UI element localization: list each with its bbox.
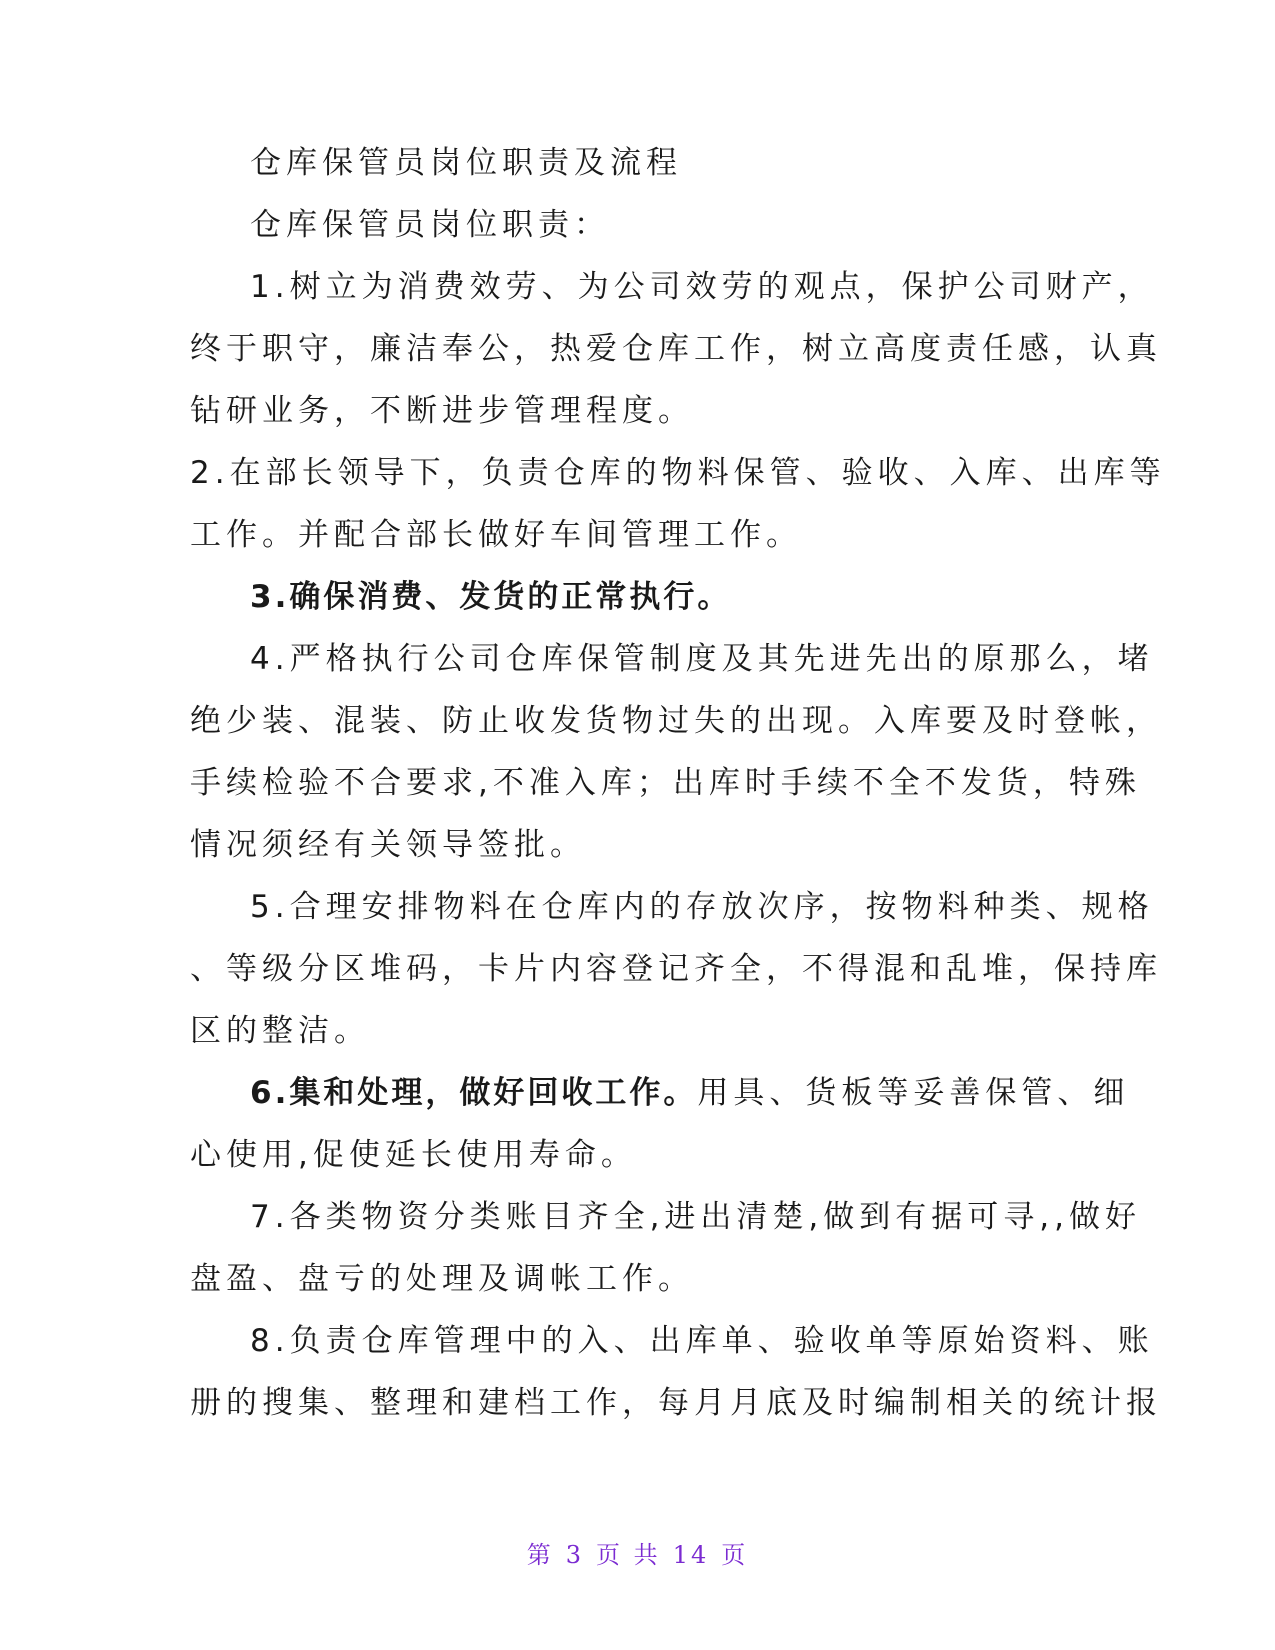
paragraph-line: 1.树立为消费效劳、为公司效劳的观点，保护公司财产， xyxy=(250,269,1154,305)
paragraph-line: 绝少装、混装、防止收发货物过失的出现。入库要及时登帐， xyxy=(190,703,1162,739)
mixed-paragraph-line xyxy=(250,1075,1130,1111)
paragraph-line: 心使用,促使延长使用寿命。 xyxy=(190,1137,637,1173)
normal-phrase: 用具、货板等妥善保管、细 xyxy=(697,1075,1130,1111)
footer-middle: 页 共 xyxy=(596,1541,661,1569)
paragraph-line: 4.严格执行公司仓库保管制度及其先进先出的原那么，堵 xyxy=(250,641,1154,677)
section-heading: 仓库保管员岗位职责： xyxy=(250,207,610,243)
paragraph-line: 、等级分区堆码，卡片内容登记齐全，不得混和乱堆，保持库 xyxy=(190,951,1162,987)
paragraph-line: 区的整洁。 xyxy=(190,1013,370,1049)
paragraph-line: 册的搜集、整理和建档工作，每月月底及时编制相关的统计报 xyxy=(190,1385,1162,1421)
paragraph-line: 7.各类物资分类账目齐全,进出清楚,做到有据可寻,,做好 xyxy=(250,1199,1141,1235)
paragraph-line: 2.在部长领导下，负责仓库的物料保管、验收、入库、出库等 xyxy=(190,455,1166,491)
bold-phrase: 6.集和处理，做好回收工作。 xyxy=(250,1075,698,1111)
paragraph-line: 5.合理安排物料在仓库内的存放次序，按物料种类、规格 xyxy=(250,889,1154,925)
bold-paragraph-line: 3.确保消费、发货的正常执行。 xyxy=(250,579,732,615)
document-title: 仓库保管员岗位职责及流程 xyxy=(250,145,682,181)
page-footer xyxy=(0,1535,1275,1570)
paragraph-line: 终于职守，廉洁奉公，热爱仓库工作，树立高度责任感，认真 xyxy=(190,331,1162,367)
paragraph-line: 手续检验不合要求,不准入库；出库时手续不全不发货，特殊 xyxy=(190,765,1141,801)
paragraph-line: 盘盈、盘亏的处理及调帐工作。 xyxy=(190,1261,694,1297)
paragraph-line: 工作。并配合部长做好车间管理工作。 xyxy=(190,517,802,553)
paragraph-line: 钻研业务，不断进步管理程度。 xyxy=(190,393,694,429)
paragraph-line: 8.负责仓库管理中的入、出库单、验收单等原始资料、账 xyxy=(250,1323,1154,1359)
footer-suffix: 页 xyxy=(721,1541,749,1569)
footer-prefix: 第 xyxy=(526,1541,554,1569)
paragraph-line: 情况须经有关领导签批。 xyxy=(190,827,586,863)
footer-total-pages: 14 xyxy=(672,1541,710,1569)
footer-current-page: 3 xyxy=(565,1541,585,1569)
